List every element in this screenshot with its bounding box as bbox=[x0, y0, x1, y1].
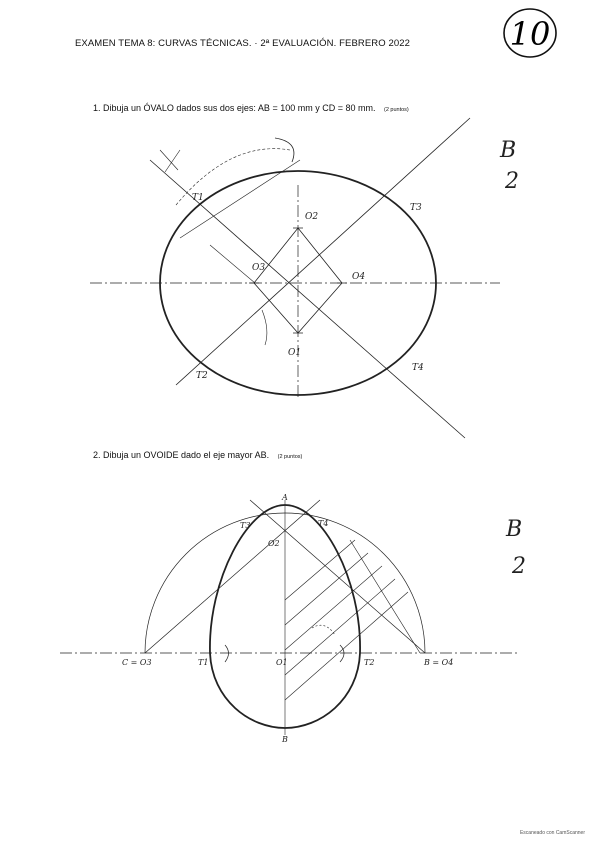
ovoid-construction bbox=[60, 500, 523, 735]
question-2-text: 2. Dibuja un OVOIDE dado el eje mayor AB. bbox=[93, 450, 270, 460]
label-t4-ovoid: T4 bbox=[318, 519, 329, 528]
label-o3: O3 bbox=[252, 263, 266, 273]
score-text: 10 bbox=[509, 15, 551, 53]
label-t3-ovoid: T3 bbox=[240, 521, 251, 530]
label-t1-top: T1 bbox=[192, 193, 204, 203]
question-2-points: (2 puntos) bbox=[277, 454, 303, 460]
grade-2-letter: B bbox=[506, 517, 523, 542]
oval-construction bbox=[90, 118, 500, 438]
grade-1-letter: B bbox=[500, 138, 517, 163]
grade-2-number: 2 bbox=[512, 554, 526, 579]
label-t4: T4 bbox=[412, 363, 424, 373]
label-o1: O1 bbox=[288, 348, 302, 358]
ovoid-labels bbox=[122, 493, 453, 744]
scanner-watermark: Escaneado con CamScanner bbox=[519, 830, 585, 836]
oval-labels bbox=[192, 193, 424, 381]
label-a: A bbox=[282, 493, 288, 502]
grade-2 bbox=[505, 517, 526, 579]
grade-1-number: 2 bbox=[505, 169, 519, 194]
label-t2-ovoid: T2 bbox=[364, 658, 375, 667]
label-o4: O4 bbox=[352, 272, 366, 282]
label-c-o3: C = O3 bbox=[122, 658, 152, 667]
label-t3: T3 bbox=[410, 203, 422, 213]
label-b-o4: B = O4 bbox=[424, 658, 454, 667]
label-t2: T2 bbox=[196, 371, 208, 381]
label-o1-ovoid: O1 bbox=[276, 658, 288, 667]
question-1-text: 1. Dibuja un ÓVALO dados sus dos ejes: AB = 100 mm y CD = 80 mm. bbox=[93, 103, 376, 113]
grade-1 bbox=[499, 138, 519, 194]
exam-header: EXAMEN TEMA 8: CURVAS TÉCNICAS. · 2ª EVALUACIÓN. FEBRERO 2022 bbox=[75, 38, 410, 49]
question-1-points: (2 puntos) bbox=[383, 107, 409, 113]
label-b: B bbox=[282, 735, 288, 744]
label-o2-ovoid: O2 bbox=[268, 539, 280, 548]
label-o2: O2 bbox=[305, 212, 319, 222]
score-mark bbox=[504, 9, 556, 57]
label-t1-ovoid: T1 bbox=[198, 658, 209, 667]
